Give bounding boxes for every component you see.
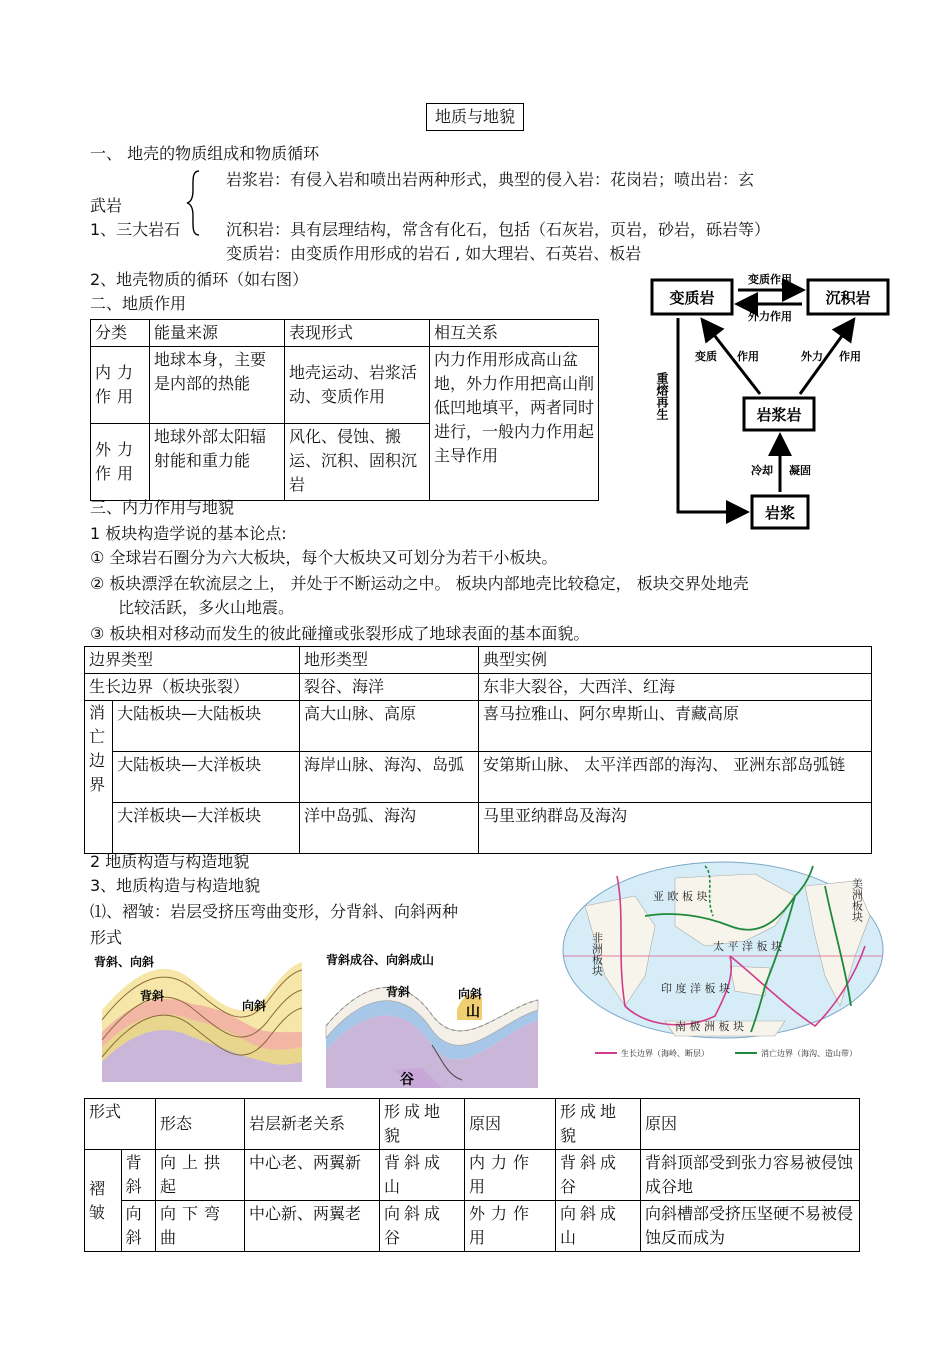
structure-line2: 3、地质构造与构造地貌 — [90, 876, 261, 895]
section1-heading: 一、 地壳的物质组成和物质循环 — [90, 144, 320, 163]
eurasian-plate-label: 亚 欧 板 块 — [653, 890, 708, 903]
ft-syncline-landform2: 向斜成山 — [556, 1201, 641, 1252]
plate-point-2b: 比较活跃，多火山地震。 — [118, 598, 295, 617]
pacific-plate-label: 太 平 洋 板 块 — [713, 940, 782, 953]
rock-cycle-diagram — [640, 268, 900, 538]
cc-terrain: 高大山脉、高原 — [300, 701, 479, 752]
header-example: 典型实例 — [479, 647, 872, 674]
top-arrow-label: 变质作用 — [748, 273, 792, 286]
ft-syncline-name: 向斜 — [121, 1201, 155, 1252]
metamorphic-line: 变质岩：由变质作用形成的岩石 , 如大理岩、石英岩、板岩 — [226, 244, 642, 263]
indian-plate-label: 印 度 洋 板 块 — [661, 982, 730, 995]
ft-anticline-landform1: 背斜成山 — [380, 1150, 465, 1201]
header-form: 表现形式 — [285, 320, 430, 347]
header-boundary: 边界类型 — [85, 647, 300, 674]
legend-growth: 生长边界（海岭、断层） — [621, 1049, 709, 1058]
igneous-line: 岩浆岩：有侵入岩和喷出岩两种形式，典型的侵入岩：花岗岩；喷出岩：玄 — [226, 170, 755, 189]
ft-header-shape: 形态 — [156, 1099, 245, 1150]
ft-anticline-name: 背斜 — [121, 1150, 155, 1201]
ft-header-form: 形式 — [85, 1099, 156, 1150]
ft-category: 褶皱 — [85, 1150, 122, 1252]
ft-header-age: 岩层新老关系 — [245, 1099, 380, 1150]
section3-heading: 三、内力作用与地貌 — [90, 498, 235, 517]
three-rocks-label: 1、三大岩石 — [90, 220, 181, 239]
ft-anticline-shape: 向上拱起 — [156, 1150, 245, 1201]
oo-example: 马里亚纳群岛及海沟 — [479, 803, 872, 854]
magma-node: 岩浆 — [764, 504, 796, 522]
bottom-arrow-label: 外力作用 — [748, 310, 792, 323]
subduction-label: 消亡边界 — [85, 701, 113, 854]
ft-header-reason1: 原因 — [465, 1099, 556, 1150]
fold-desc-cont: 形式 — [90, 928, 123, 947]
fold-table — [84, 1098, 860, 1252]
right-side-label2: 作用 — [839, 350, 861, 363]
brace-icon — [186, 170, 200, 236]
ft-header-landform1: 形成地貌 — [380, 1099, 465, 1150]
co-example: 安第斯山脉、 太平洋西部的海沟、 亚洲东部岛弧链 — [479, 752, 872, 803]
ft-syncline-landform1: 向斜成谷 — [380, 1201, 465, 1252]
ft-anticline-reason1: 内力作用 — [465, 1150, 556, 1201]
fold-desc: ⑴、褶皱：岩层受挤压弯曲变形，分背斜、向斜两种 — [90, 902, 459, 921]
plate-theory-title: 1 板块构造学说的基本论点: — [90, 524, 287, 543]
fold-anticline-label: 背斜 — [140, 989, 165, 1003]
remelt-label: 重熔再生 — [655, 372, 669, 420]
valley-figure-title: 背斜成谷、向斜成山 — [326, 953, 435, 967]
plate-point-2a: ② 板块漂浮在软流层之上， 并处于不断运动之中。 板块内部地壳比较稳定， 板块交界处地壳 — [90, 574, 749, 593]
structure-line1: 2 地质构造与构造地貌 — [90, 852, 250, 871]
plate-point-1: ① 全球岩石圈分为六大板块，每个大板块又可划分为若干小板块。 — [90, 548, 558, 567]
valley-syncline-label: 向斜 — [458, 987, 483, 1001]
growth-example: 东非大裂谷，大西洋、红海 — [479, 674, 872, 701]
africa-plate-label: 非洲板块 — [590, 932, 604, 976]
page-title: 地质与地貌 — [426, 103, 524, 131]
mountain-label: 山 — [466, 1004, 480, 1020]
sedimentary-node: 沉积岩 — [825, 289, 871, 307]
valley-anticline-label: 背斜 — [386, 985, 411, 999]
fold-figure-title: 背斜、向斜 — [94, 955, 155, 969]
geologic-action-table — [90, 319, 599, 501]
antarctic-plate-label: 南 极 洲 板 块 — [675, 1020, 744, 1033]
valley-label: 谷 — [400, 1072, 414, 1088]
internal-form: 地壳运动、岩浆活动、变质作用 — [285, 347, 430, 424]
cc-example: 喜马拉雅山、阿尔卑斯山、青藏高原 — [479, 701, 872, 752]
ft-syncline-reason2: 向斜槽部受挤压坚硬不易被侵蚀反而成为 — [641, 1201, 860, 1252]
co-type: 大陆板块—大洋板块 — [113, 752, 300, 803]
cool-label: 冷却 — [751, 464, 773, 477]
co-terrain: 海岸山脉、海沟、岛弧 — [300, 752, 479, 803]
plate-boundary-table — [84, 646, 872, 854]
header-energy: 能量来源 — [150, 320, 285, 347]
cycle-line: 2、地壳物质的循环（如右图） — [90, 270, 309, 289]
legend-subduction: 消亡边界（海沟、造山带） — [761, 1049, 857, 1058]
section2-heading: 二、地质作用 — [90, 294, 187, 313]
external-source: 地球外部太阳辐射能和重力能 — [150, 424, 285, 501]
relation-cell: 内力作用形成高山盆地，外力作用把高山削低凹地填平，两者同时进行，一般内力作用起主导作用 — [430, 347, 599, 501]
anticline-valley-figure — [322, 950, 542, 1092]
growth-terrain: 裂谷、海洋 — [300, 674, 479, 701]
plate-map — [555, 856, 891, 1062]
ft-syncline-shape: 向下弯曲 — [156, 1201, 245, 1252]
header-category: 分类 — [91, 320, 150, 347]
ft-syncline-age: 中心新、两翼老 — [245, 1201, 380, 1252]
left-side-label2: 作用 — [737, 350, 759, 363]
left-side-label1: 变质 — [695, 350, 717, 363]
ft-header-reason2: 原因 — [641, 1099, 860, 1150]
metamorphic-node: 变质岩 — [669, 289, 715, 307]
header-terrain: 地形类型 — [300, 647, 479, 674]
ft-header-landform2: 形成地貌 — [556, 1099, 641, 1150]
ft-syncline-reason1: 外力作用 — [465, 1201, 556, 1252]
fold-syncline-label: 向斜 — [242, 999, 267, 1013]
header-relation: 相互关系 — [430, 320, 599, 347]
ft-anticline-reason2: 背斜顶部受到张力容易被侵蚀成谷地 — [641, 1150, 860, 1201]
oo-terrain: 洋中岛弧、海沟 — [300, 803, 479, 854]
right-side-label1: 外力 — [801, 350, 823, 363]
cc-type: 大陆板块—大陆板块 — [113, 701, 300, 752]
ft-anticline-age: 中心老、两翼新 — [245, 1150, 380, 1201]
america-plate-label: 美洲板块 — [850, 878, 864, 922]
sedimentary-line: 沉积岩：具有层理结构，常含有化石，包括（石灰岩，页岩，砂岩，砾岩等） — [226, 220, 771, 239]
magmatic-node: 岩浆岩 — [756, 406, 802, 424]
igneous-cont: 武岩 — [90, 196, 123, 215]
solidify-label: 凝固 — [789, 464, 811, 477]
growth-type: 生长边界（板块张裂） — [85, 674, 300, 701]
ft-anticline-landform2: 背斜成谷 — [556, 1150, 641, 1201]
plate-point-3: ③ 板块相对移动而发生的彼此碰撞或张裂形成了地球表面的基本面貌。 — [90, 624, 590, 643]
internal-type: 内力作用 — [91, 347, 150, 424]
internal-source: 地球本身，主要是内部的热能 — [150, 347, 285, 424]
oo-type: 大洋板块—大洋板块 — [113, 803, 300, 854]
external-form: 风化、侵蚀、搬运、沉积、固积沉岩 — [285, 424, 430, 501]
fold-figure — [92, 952, 312, 1092]
external-type: 外力作用 — [91, 424, 150, 501]
